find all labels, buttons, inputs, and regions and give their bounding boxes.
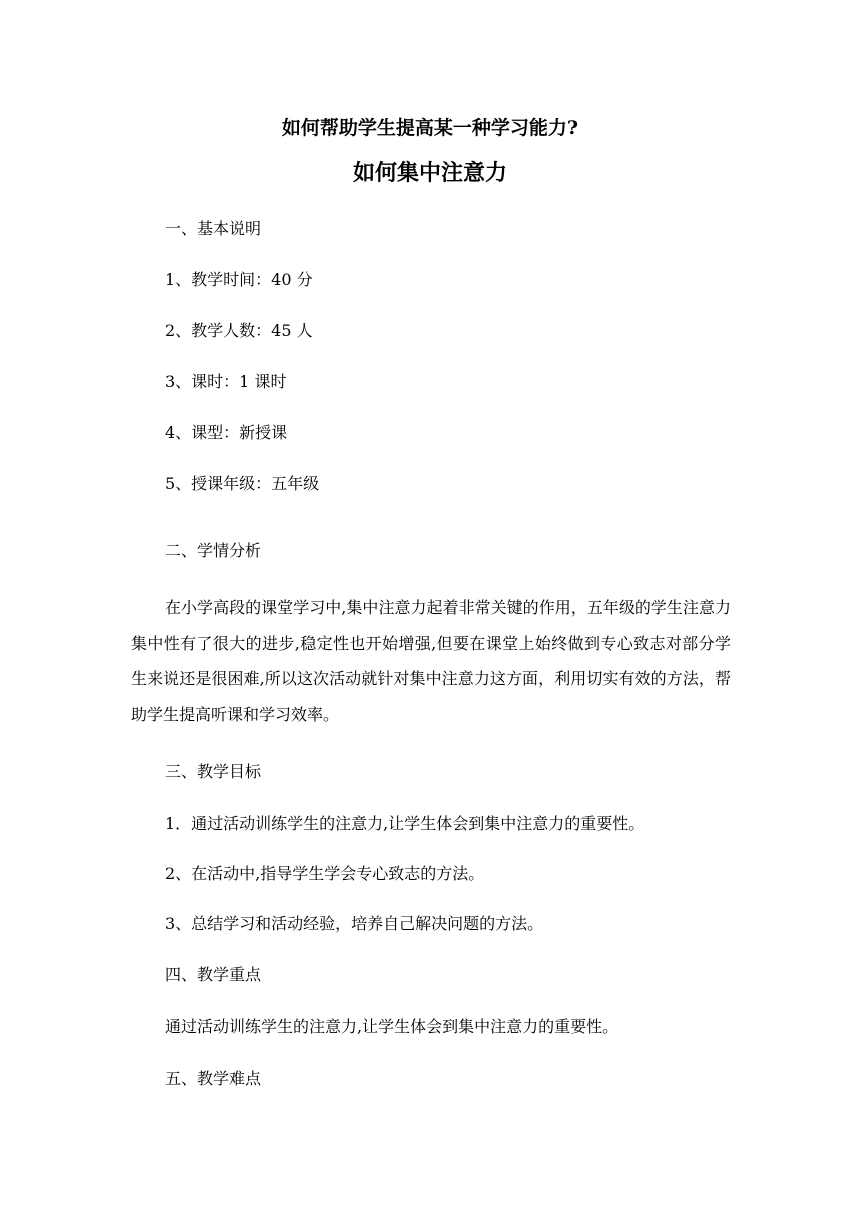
section-heading-difficulties: 五、教学难点 bbox=[165, 1069, 262, 1088]
list-item-teaching-time: 1、教学时间：40 分 bbox=[165, 270, 313, 289]
objective-item-2: 2、在活动中,指导学生学会专心致志的方法。 bbox=[165, 864, 485, 883]
list-item-class-size: 2、教学人数：45 人 bbox=[165, 321, 313, 340]
list-item-grade: 5、授课年级：五年级 bbox=[165, 474, 320, 493]
document-title: 如何帮助学生提高某一种学习能力? bbox=[281, 117, 579, 139]
list-item-periods: 3、课时：1 课时 bbox=[165, 372, 287, 391]
section-heading-basic-info: 一、基本说明 bbox=[165, 219, 262, 238]
section-heading-key-points: 四、教学重点 bbox=[165, 965, 262, 984]
objective-item-1: 1．通过活动训练学生的注意力,让学生体会到集中注意力的重要性。 bbox=[165, 814, 645, 833]
document-subtitle: 如何集中注意力 bbox=[352, 160, 507, 186]
list-item-lesson-type: 4、课型：新授课 bbox=[165, 423, 288, 442]
key-points-text: 通过活动训练学生的注意力,让学生体会到集中注意力的重要性。 bbox=[165, 1017, 619, 1036]
objective-item-3: 3、总结学习和活动经验，培养自己解决问题的方法。 bbox=[165, 914, 544, 933]
section-heading-objectives: 三、教学目标 bbox=[165, 762, 262, 781]
learner-analysis-paragraph: 在小学高段的课堂学习中,集中注意力起着非常关键的作用，五年级的学生注意力集中性有了很大的进步,稳定性也开始增强,但要在课堂上始终做到专心致志对部分学生来说还是很困难,所以这次活动就针对集中注意力这方面，利用切实有效的方法，帮助学生提高听课和学习效率。 bbox=[131, 598, 731, 724]
section-heading-learner-analysis: 二、学情分析 bbox=[165, 541, 262, 560]
